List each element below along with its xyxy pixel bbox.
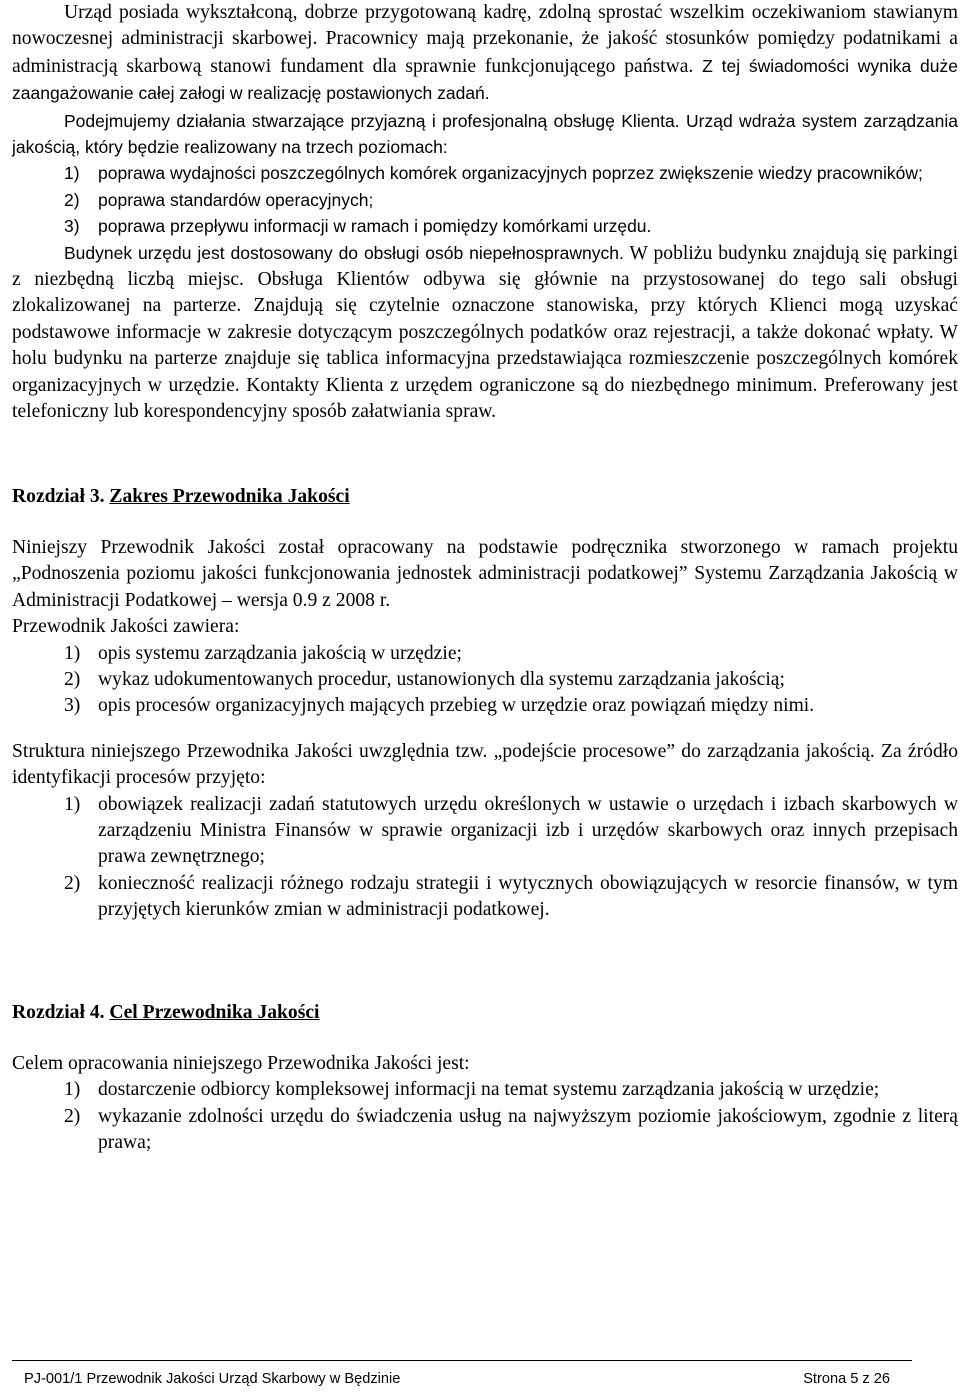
footer-page-number: Strona 5 z 26 — [803, 1371, 890, 1387]
list-item: 1) poprawa wydajności poszczególnych komórek organizacyjnych poprzez zwiększenie wiedzy pracowników; — [64, 163, 923, 184]
intro-paragraph-3 — [12, 240, 958, 426]
intro-p1-serif: Urząd posiada wykształconą, dobrze przygotowaną kadrę, zdolną sprostać wszelkim oczekiwaniom stawianym nowoczesnej administracji skarbowej. Pracownicy mają przekonanie, że jakość stosunków pomiędzy podatnikami a administracją skarbową stanowi fundament dla sprawnie funkcjonującego państwa. — [12, 2, 958, 77]
chapter-4-title: Cel Przewodnika Jakości — [109, 1001, 320, 1023]
chapter-3-paragraph-2: Przewodnik Jakości zawiera: — [12, 616, 240, 638]
list-item: 2) konieczność realizacji różnego rodzaju strategii i wytycznych obowiązujących w resorcie finansów, w tym przyjętych kierunków zmian w administracji podatkowej. — [64, 872, 958, 921]
list-item: 2) wykazanie zdolności urzędu do świadczenia usług na najwyższym poziomie jakościowym, zgodnie z literą prawa; — [64, 1105, 958, 1154]
chapter-3-label: Rozdział 3. — [12, 485, 105, 507]
chapter-4-heading — [12, 1000, 958, 1026]
list-item: 3) opis procesów organizacyjnych mających przebieg w urzędzie oraz powiązań między nimi. — [64, 695, 815, 717]
list-item: 3) poprawa przepływu informacji w ramach i pomiędzy komórkami urzędu. — [64, 216, 652, 237]
goals-list — [12, 1077, 958, 1156]
intro-paragraph-2: Podejmujemy działania stwarzające przyjazną i profesjonalną obsługę Klienta. Urząd wdraża system zarządzania jakością, który będzie realizowany na trzech poziomach: — [12, 110, 958, 158]
list-item: 2) wykaz udokumentowanych procedur, ustanowionych dla systemu zarządzania jakością; — [64, 668, 785, 690]
chapter-4-paragraph-1: Celem opracowania niniejszego Przewodnika Jakości jest: — [12, 1053, 470, 1074]
footer-document-title: PJ-001/1 Przewodnik Jakości Urząd Skarbowy w Będzinie — [24, 1371, 401, 1387]
sources-list — [12, 792, 958, 924]
contents-list — [12, 641, 958, 720]
chapter-3-paragraph-3: Struktura niniejszego Przewodnika Jakości uwzględnia tzw. „podejście procesowe” do zarządzania jakością. Za źródło identyfikacji procesów przyjęto: — [12, 740, 958, 789]
list-item: 2) poprawa standardów operacyjnych; — [64, 189, 374, 210]
intro-p1-sans: Z tej świadomości wynika duże zaangażowanie całej załogi w realizację postawionych zadań. — [12, 55, 959, 104]
document-page — [12, 0, 958, 1157]
list-item: 1) dostarczenie odbiorcy kompleksowej informacji na temat systemu zarządzania jakością w urzędzie; — [64, 1079, 880, 1101]
intro-paragraph-1 — [12, 0, 958, 108]
chapter-4-label: Rozdział 4. — [12, 1001, 105, 1023]
list-item: 1) obowiązek realizacji zadań statutowych urzędu określonych w ustawie o urzędach i izbach skarbowych w zarządzeniu Ministra Finansów w sprawie organizacji izb i urzędów skarbowych oraz innych przepisach prawa zewnętrznego; — [64, 793, 958, 868]
chapter-3-title: Zakres Przewodnika Jakości — [109, 485, 350, 507]
levels-list — [12, 160, 958, 239]
chapter-3-heading — [12, 484, 958, 510]
list-item: 1) opis systemu zarządzania jakością w urzędzie; — [64, 642, 462, 664]
intro-p3-serif: W pobliżu budynku znajdują się parkingi z niezbędną liczbą miejsc. Obsługa Klientów odbywa się głównie na przystosowanej do tego sali obsługi zlokalizowanej na parterze. Znajdują się czytelnie oznaczone stanowiska, przy których Klienci mogą uzyskać podstawowe informacje w zakresie dotyczącym poszczególnych podatków oraz rejestracji, a także dokonać wpłaty. W holu budynku na parterze znajduje się tablica informacyjna przedstawiająca rozmieszczenie poszczególnych komórek organizacyjnych w urzędzie. Kontakty Klienta z urzędem ograniczone są do niezbędnego minimum. Preferowany jest telefoniczny lub korespondencyjny sposób załatwiania spraw. — [12, 242, 959, 423]
page-footer — [12, 1360, 912, 1387]
intro-p3-sans: Budynek urzędu jest dostosowany do obsługi osób niepełnosprawnych. — [64, 242, 624, 263]
chapter-3-paragraph-1: Niniejszy Przewodnik Jakości został opracowany na podstawie podręcznika stworzonego w ramach projektu „Podnoszenia poziomu jakości funkcjonowania jednostek administracji podatkowej” Systemu Zarządzania Jakością w Administracji Podatkowej – wersja 0.9 z 2008 r. — [12, 536, 958, 611]
